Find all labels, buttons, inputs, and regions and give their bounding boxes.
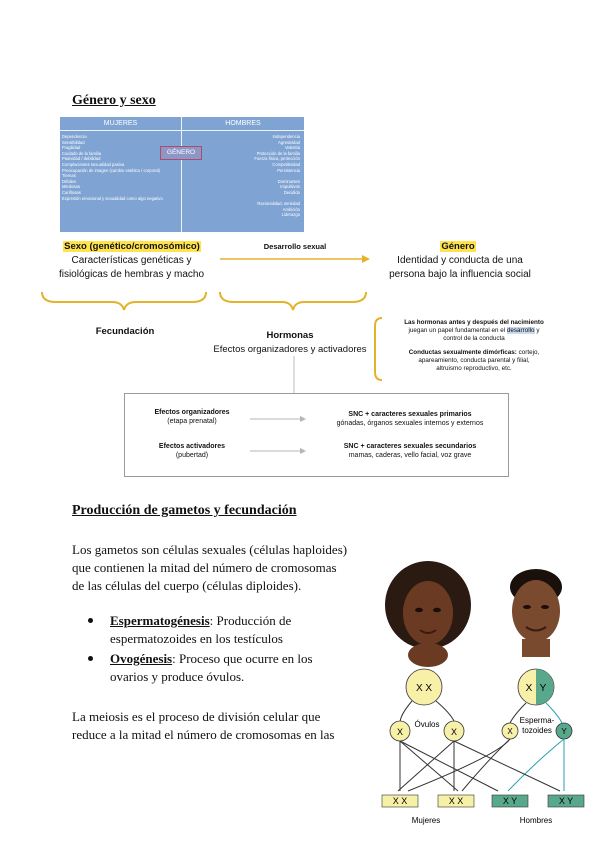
organizadores-result: SNC + caracteres sexuales primarios gónadas, órganos sexuales internos y externos	[336, 411, 484, 427]
mujeres-list-item: Miedosas	[62, 184, 80, 190]
section-title-gametos: Producción de gametos y fecundación	[72, 503, 297, 518]
bracket-note	[375, 318, 382, 380]
desarrollo-arrow-head	[362, 255, 370, 263]
mujeres-list-item: Expresión emocional y sexualidad como algo negativo	[62, 195, 163, 201]
svg-text:X X: X X	[392, 796, 408, 806]
hormonas-note: Las hormonas antes y después del nacimiento juegan un papel fundamental en el desarrollo y control de la conducta Conductas sexualmente dimórficas: cortejo, apareamiento, conducta parental y filial, altruismo reproductivo, etc.	[404, 319, 544, 372]
hormonas-description: Efectos organizadores y activadores	[213, 344, 367, 355]
hombres-list-item: Independencia	[272, 134, 300, 139]
hombres-list-item: Agresividad	[278, 139, 300, 145]
hombres-list-item: Competitividad	[272, 161, 300, 167]
mujeres-list-item: Sensibilidad	[62, 139, 85, 145]
efectos-box	[124, 393, 509, 477]
gametos-bullet-list	[88, 612, 358, 688]
mujeres-list-item: Preocupación de imagen (cambio estético / corporal)	[62, 167, 160, 173]
woman-face-image	[385, 561, 471, 667]
mujeres-list-item: Tiernas	[62, 173, 76, 179]
hombres-list-item: Ambición	[282, 206, 300, 212]
ovulos-label: Óvulos	[414, 720, 440, 729]
activadores-label: Efectos activadores (pubertad)	[158, 443, 226, 459]
svg-text:X: X	[450, 727, 458, 737]
hombres-label: Hombres	[519, 816, 553, 825]
hombres-list-item: Fuerza física, protección	[254, 156, 300, 162]
brace-sexo	[42, 292, 206, 310]
genero-description: Identidad y conducta de una persona bajo la influencia social	[389, 255, 531, 280]
hombres-list-item: Persistencia	[277, 167, 300, 173]
hombres-list-item: Racionalidad, seriedad	[257, 201, 300, 207]
gametos-paragraph: Los gametos son células sexuales (células haploides) que contienen la mitad del número de cromosomas de las células del cuerpo (células diploides).	[72, 542, 348, 593]
svg-text:X Y: X Y	[558, 796, 574, 806]
svg-text:X: X	[396, 727, 404, 737]
hombres-list-item: Dominantes	[277, 178, 300, 184]
hormonas-title: Hormonas	[266, 330, 314, 341]
hombres-list-item: Liderazgo	[281, 212, 300, 218]
svg-text:Y: Y	[561, 727, 567, 736]
svg-text:X: X	[525, 683, 533, 694]
bullet-espermatogenesis: Espermatogénesis: Producción de espermatozoides en los testículos	[88, 612, 358, 648]
hombres-list-item: Decidido	[283, 189, 300, 195]
espermatozoides-label: Esperma-	[519, 716, 555, 725]
genero-label-box: GÉNERO	[160, 146, 202, 160]
svg-text:tozoides: tozoides	[522, 726, 552, 735]
mujeres-list-item: Débiles	[62, 178, 76, 184]
svg-text:X Y: X Y	[502, 796, 518, 806]
activadores-result: SNC + caracteres sexuales secundarios mamas, caderas, vello facial, voz grave	[343, 443, 477, 459]
table-header-hombres: HOMBRES	[225, 120, 261, 127]
hombres-list-item: Valentía	[284, 145, 300, 151]
mujeres-list-item: Dependencia	[62, 134, 87, 139]
fecundacion-figure	[378, 555, 593, 830]
hombres-list-item: Protección de la familia	[256, 150, 300, 156]
mujeres-list-item: Fragilidad	[62, 145, 81, 151]
fecundacion-label: Fecundación	[95, 326, 155, 337]
man-face-image	[510, 569, 562, 657]
bullet-ovogenesis: Ovogénesis: Proceso que ocurre en los ovarios y produce óvulos.	[88, 650, 358, 686]
organizadores-label: Efectos organizadores (etapa prenatal)	[154, 409, 230, 425]
hombres-list-item: Impulsivos	[280, 184, 300, 190]
table-header-mujeres: MUJERES	[103, 120, 138, 127]
desarrollo-sexual-label: Desarrollo sexual	[263, 242, 327, 251]
sexo-title: Sexo (genético/cromosómico)	[64, 241, 200, 252]
genero-title: Género	[441, 241, 475, 252]
meiosis-paragraph: La meiosis es el proceso de división celular que reduce a la mitad el número de cromosomas en las	[72, 709, 335, 742]
section-title-genero-sexo: Género y sexo	[72, 93, 156, 108]
mujeres-list-item: Pasividad / debilidad	[62, 156, 101, 162]
mujeres-list-item: Cuidado de la familia	[62, 150, 102, 156]
svg-text:X X: X X	[415, 683, 433, 694]
sexo-description: Características genéticas y fisiológicas de hembras y macho	[58, 255, 205, 280]
svg-text:X X: X X	[448, 796, 464, 806]
mujeres-list-item: Complacientes sexualidad pasiva	[62, 161, 125, 167]
mujeres-label: Mujeres	[411, 816, 441, 825]
svg-text:Y: Y	[539, 683, 547, 694]
mujeres-list-item: Cariñosas	[62, 189, 81, 195]
svg-text:X: X	[507, 727, 513, 736]
brace-desarrollo	[220, 292, 366, 310]
